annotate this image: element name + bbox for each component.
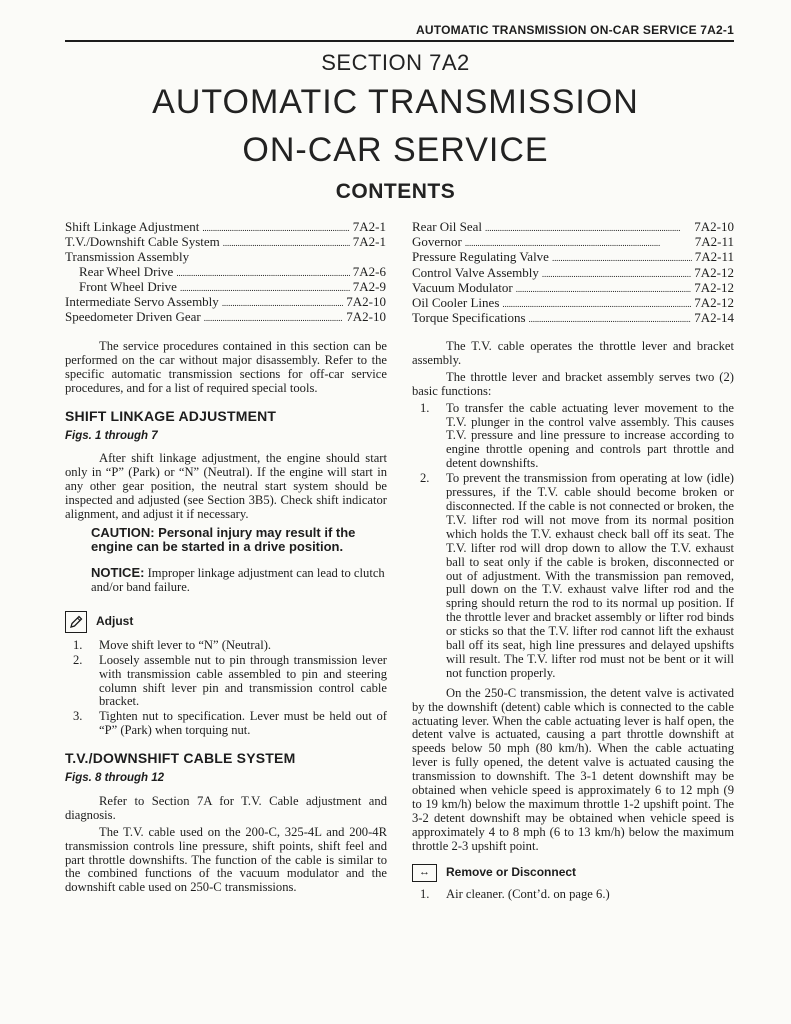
adjust-steps xyxy=(65,639,387,738)
detent-valve-paragraph: On the 250-C transmission, the detent valve is activated by the downshift (detent) cable which is connected to the cable actuating lever. When the cable actuating lever is half open, the detent valve is actuated, causing a part throttle downshift at speeds below 50 mph (80 km/h). When the cable actuating lever is fully opened, the detent valve is actuated causing the transmission to downshift. The 3-1 detent downshift may be obtained when vehicle speed is approximately 6 to 12 mph (9 to 19 km/h) below the maximum throttle 1-2 upshift point. The 3-2 detent downshift may be obtained when vehicle speed is approximately 4 to 8 mph (6 to 13 km/h) below the maximum throttle 2-3 upshift point. xyxy=(412,685,734,853)
toc-entry-page: 7A2-10 xyxy=(694,219,734,234)
toc-entry-page: 7A2-1 xyxy=(352,219,386,234)
toc-leader xyxy=(552,250,692,265)
step-number: 1. xyxy=(420,886,430,901)
toc-leader xyxy=(542,266,691,281)
toc-left xyxy=(65,220,386,325)
toc-entry[interactable] xyxy=(65,220,386,235)
remove-label: Remove or Disconnect xyxy=(446,864,577,879)
function-item xyxy=(412,472,734,681)
caution-note: CAUTION: Personal injury may result if the engine can be started in a drive position. xyxy=(91,524,356,554)
toc-entry-page: 7A2-12 xyxy=(694,264,734,280)
notice-text: Improper linkage adjustment can lead to clutch and/or band failure. xyxy=(91,565,385,594)
toc-entry-page: 7A2-10 xyxy=(346,309,386,325)
step-text: Tighten nut to specification. Lever must be held out of “P” (Park) when torquing nut. xyxy=(99,709,387,738)
toc-entry-page: 7A2-1 xyxy=(352,234,386,250)
toc-leader xyxy=(465,235,692,250)
shift-linkage-figs: Figs. 1 through 7 xyxy=(65,429,158,442)
toc-leader xyxy=(223,235,350,250)
adjust-step xyxy=(65,639,387,653)
adjust-label: Adjust xyxy=(96,613,134,628)
toc-entry-page: 7A2-10 xyxy=(346,294,386,310)
function-text: To transfer the cable actuating lever movement to the T.V. plunger in the control valve assembly. This causes T.V. pressure and line pressure to increase according to engine throttle opening and controls part throttle and detent downshifts. xyxy=(446,400,734,471)
function-number: 2. xyxy=(420,471,430,486)
toc-entry-title: Transmission Assembly xyxy=(65,249,190,265)
step-number: 1. xyxy=(73,637,83,652)
toc-entry-title: Intermediate Servo Assembly xyxy=(65,294,219,310)
toc-leader xyxy=(502,296,691,311)
toc-entry-title: Oil Cooler Lines xyxy=(412,295,500,311)
toc-entry-title: Control Valve Assembly xyxy=(412,264,539,280)
step-text: Air cleaner. (Cont’d. on page 6.) xyxy=(446,886,610,901)
running-title: AUTOMATIC TRANSMISSION ON-CAR SERVICE 7A2-1 xyxy=(416,23,734,37)
toc-entry[interactable] xyxy=(412,235,734,250)
step-number: 2. xyxy=(73,652,83,667)
shift-linkage-heading: SHIFT LINKAGE ADJUSTMENT xyxy=(65,407,277,424)
adjust-step xyxy=(65,710,387,738)
remove-procedure-heading xyxy=(412,864,734,882)
toc-entry-title: Torque Specifications xyxy=(412,310,526,326)
section-number: SECTION 7A2 xyxy=(321,50,470,75)
throttle-lever-functions xyxy=(412,402,734,681)
toc-entry-title: Vacuum Modulator xyxy=(412,279,513,295)
tv-cable-heading: T.V./DOWNSHIFT CABLE SYSTEM xyxy=(65,750,296,767)
toc-entry[interactable] xyxy=(65,295,386,310)
step-text: Move shift lever to “N” (Neutral). xyxy=(99,637,272,652)
right-column xyxy=(412,340,734,902)
tv-cable-operates-paragraph: The T.V. cable operates the throttle lever and bracket assembly. xyxy=(412,339,734,367)
toc-entry[interactable] xyxy=(412,311,734,326)
left-column xyxy=(65,340,387,898)
contents-heading: CONTENTS xyxy=(335,180,456,203)
toc-leader xyxy=(176,265,349,280)
notice-label: NOTICE: xyxy=(91,564,145,580)
toc-entry[interactable] xyxy=(65,265,386,280)
throttle-lever-paragraph: The throttle lever and bracket assembly serves two (2) basic functions: xyxy=(412,369,734,398)
adjust-step xyxy=(65,654,387,710)
toc-entry[interactable] xyxy=(412,266,734,281)
double-arrow-remove-icon: ↔ xyxy=(412,864,437,882)
toc-leader xyxy=(485,220,691,235)
toc-group-heading xyxy=(65,250,386,264)
toc-entry-title: Pressure Regulating Valve xyxy=(412,249,549,265)
function-text: To prevent the transmission from operating at low (idle) pressures, if the T.V. cable should become broken or disconnected. If the cable is not connected or broken, the T.V. lifter rod will not move from its normal position which holds the T.V. exhaust check ball off its seat. The T.V. lifter rod will drop down to allow the T.V. exhaust ball to seat only if the cable is broken, disconnected or out of adjustment. With the transmission pan removed, pull down on the T.V. exhaust valve lifter rod and the spring should return the rod to its normal up position. If the throttle lever and bracket assembly or lifter rod binds or sticks so that the T.V. lifter rod cannot lift the exhaust ball off its seat, high line pressures and delayed upshifts will result. The T.V. lifter rod must not be bent or it will not function properly. xyxy=(446,471,734,680)
page-title-line1: AUTOMATIC TRANSMISSION xyxy=(152,83,639,121)
step-number: 3. xyxy=(73,709,83,724)
toc-entry-page: 7A2-11 xyxy=(694,249,734,265)
tv-cable-paragraph-1: Refer to Section 7A for T.V. Cable adjustment and diagnosis. xyxy=(65,793,387,822)
toc-entry-title: Speedometer Driven Gear xyxy=(65,309,201,325)
function-item xyxy=(412,402,734,472)
toc-entry-title: Shift Linkage Adjustment xyxy=(65,219,200,234)
toc-entry-page: 7A2-12 xyxy=(694,295,734,311)
toc-entry-page: 7A2-6 xyxy=(352,263,386,279)
page-title-line2: ON-CAR SERVICE xyxy=(242,131,549,169)
toc-entry-page: 7A2-11 xyxy=(694,234,734,250)
step-text: Loosely assemble nut to pin through transmission lever with transmission cable assembled to pin and steering column shift lever pin and transmission control cable bracket. xyxy=(99,652,387,709)
pencil-adjust-icon xyxy=(65,611,87,633)
toc-entry-page: 7A2-14 xyxy=(694,310,734,326)
toc-entry[interactable] xyxy=(412,281,734,296)
toc-entry[interactable] xyxy=(412,250,734,265)
toc-entry[interactable] xyxy=(65,280,386,295)
tv-cable-figs: Figs. 8 through 12 xyxy=(65,772,165,785)
toc-leader xyxy=(516,281,692,296)
toc-leader xyxy=(202,220,349,235)
toc-leader xyxy=(529,311,692,326)
toc-entry-title: Governor xyxy=(412,234,462,250)
shift-linkage-paragraph: After shift linkage adjustment, the engine should start only in “P” (Park) or “N” (Neutral). If the engine will start in any other gear position, the neutral start system should be inspected and adjusted (see Section 3B5). Check shift indicator alignment, and adjust it if necessary. xyxy=(65,451,387,522)
adjust-procedure-heading xyxy=(65,611,387,633)
toc-entry[interactable] xyxy=(65,235,386,250)
toc-leader xyxy=(204,310,344,325)
toc-right xyxy=(412,220,734,326)
intro-paragraph: The service procedures contained in this section can be performed on the car without major disassembly. Refer to the specific automatic transmission sections for off-car service procedures, and for a list of required special tools. xyxy=(65,339,387,395)
remove-step xyxy=(412,888,734,902)
toc-leader xyxy=(180,280,350,295)
toc-leader xyxy=(222,295,343,310)
toc-entry-page: 7A2-9 xyxy=(352,278,386,294)
function-number: 1. xyxy=(420,400,430,415)
toc-entry-page: 7A2-12 xyxy=(694,279,734,295)
notice-note xyxy=(91,566,387,595)
toc-entry-title: T.V./Downshift Cable System xyxy=(65,234,220,250)
toc-entry-title: Rear Oil Seal xyxy=(412,219,483,234)
toc-entry[interactable] xyxy=(65,310,386,325)
tv-cable-paragraph-2: The T.V. cable used on the 200-C, 325-4L and 200-4R transmission controls line pressure, shift points, shift feel and part throttle downshifts. The function of the cable is similar to the combined functions of the vacuum modulator and the downshift cable used on 250-C transmissions. xyxy=(65,824,387,895)
running-header xyxy=(65,23,734,42)
toc-entry-title: Rear Wheel Drive xyxy=(79,263,174,279)
toc-entry[interactable] xyxy=(412,296,734,311)
toc-entry-title: Front Wheel Drive xyxy=(79,278,177,294)
toc-entry[interactable] xyxy=(412,220,734,235)
